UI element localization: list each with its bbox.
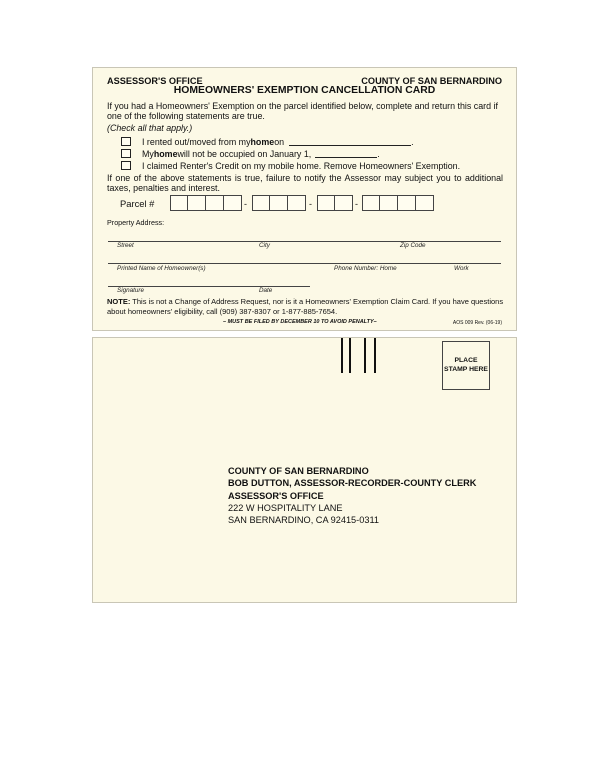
- address-line-2: BOB DUTTON, ASSESSOR-RECORDER-COUNTY CLERK: [228, 478, 477, 489]
- address-line-5: SAN BERNARDINO, CA 92415-0311: [228, 515, 379, 526]
- property-address-label: Property Address:: [107, 218, 165, 227]
- note-label: NOTE:: [107, 297, 131, 306]
- signature-caption: Signature: [117, 287, 144, 294]
- street-caption: Street: [117, 242, 134, 249]
- mailing-address: [228, 465, 476, 526]
- parcel-digit-box[interactable]: [206, 195, 224, 211]
- option-rented-pre: I rented out/moved from my: [142, 136, 251, 147]
- printed-name-caption: Printed Name of Homeowner(s): [117, 265, 206, 272]
- parcel-digit-box[interactable]: [188, 195, 206, 211]
- parcel-digit-box[interactable]: [335, 195, 353, 211]
- deadline-text: – MUST BE FILED BY DECEMBER 10 TO AVOID PENALTY–: [223, 319, 377, 325]
- fim-bar: [374, 338, 376, 373]
- checkbox-renters-credit[interactable]: [121, 161, 131, 170]
- cancellation-card: [92, 67, 517, 331]
- year-field[interactable]: [315, 148, 380, 159]
- parcel-segment-2[interactable]: [252, 195, 306, 211]
- date-caption: Date: [259, 287, 273, 294]
- parcel-digit-box[interactable]: [416, 195, 434, 211]
- option-occupied-post: will not be occupied on January 1,: [177, 148, 312, 159]
- phone-work-caption: Work: [454, 265, 469, 272]
- parcel-segment-3[interactable]: [317, 195, 353, 211]
- office-name: ASSESSOR'S OFFICE: [107, 76, 203, 86]
- parcel-digit-box[interactable]: [398, 195, 416, 211]
- checkbox-not-occupied[interactable]: [121, 149, 131, 158]
- parcel-digit-box[interactable]: [380, 195, 398, 211]
- parcel-digit-box[interactable]: [317, 195, 335, 211]
- return-mailer: [92, 337, 517, 603]
- parcel-dash: -: [244, 199, 247, 209]
- county-name: COUNTY OF SAN BERNARDINO: [361, 76, 502, 86]
- stamp-box: [442, 341, 490, 390]
- option-occupied-end: .: [377, 148, 380, 159]
- checkbox-rented-moved[interactable]: [121, 137, 131, 146]
- option-rented-post: on: [274, 136, 285, 147]
- card-title: HOMEOWNERS' EXEMPTION CANCELLATION CARD: [173, 85, 436, 96]
- check-all-note: (Check all that apply.): [107, 123, 193, 133]
- option-rented-moved: [121, 136, 414, 147]
- fim-bar: [349, 338, 351, 373]
- option-renters-text: I claimed Renter's Credit on my mobile home. Remove Homeowners' Exemption.: [142, 160, 461, 171]
- option-not-occupied: [121, 148, 380, 159]
- intro-text: If you had a Homeowners' Exemption on the parcel identified below, complete and return this card if one of the following statements are true.: [107, 101, 498, 121]
- parcel-digit-box[interactable]: [224, 195, 242, 211]
- phone-home-caption: Phone Number: Home: [334, 265, 397, 272]
- parcel-label: Parcel #: [120, 198, 155, 209]
- address-line-3: ASSESSOR'S OFFICE: [228, 490, 324, 501]
- address-line-1: COUNTY OF SAN BERNARDINO: [228, 466, 369, 476]
- fim-bar: [341, 338, 343, 373]
- zip-caption: Zip Code: [400, 242, 426, 249]
- option-rented-bold: home: [250, 136, 275, 147]
- address-line-4: 222 W HOSPITALITY LANE: [228, 502, 343, 513]
- form-number: AOS 009 Rev. (06-19): [452, 320, 502, 326]
- parcel-dash: -: [355, 199, 358, 209]
- parcel-segment-1[interactable]: [170, 195, 242, 211]
- option-occupied-bold: home: [153, 148, 178, 159]
- address-line[interactable]: [108, 241, 501, 242]
- option-renters-credit: [121, 160, 460, 171]
- parcel-digit-box[interactable]: [288, 195, 306, 211]
- parcel-digit-box[interactable]: [252, 195, 270, 211]
- note-body: This is not a Change of Address Request, nor is it a Homeowners' Exemption Claim Card. If you have questions about homeowners' eligibility, call (909) 387-8307 or 1-877-885-7654.: [107, 297, 504, 316]
- option-occupied-pre: My: [142, 148, 154, 159]
- parcel-digit-box[interactable]: [362, 195, 380, 211]
- note-text: [107, 297, 507, 316]
- city-caption: City: [259, 242, 270, 249]
- name-phone-line[interactable]: [108, 263, 501, 264]
- parcel-digit-box[interactable]: [270, 195, 288, 211]
- moved-date-field[interactable]: [289, 136, 414, 147]
- parcel-segment-4[interactable]: [362, 195, 434, 211]
- option-rented-end: .: [411, 136, 414, 147]
- warning-text: If one of the above statements is true, failure to notify the Assessor may subject you to additional taxes, penalties and interest.: [107, 173, 503, 193]
- stamp-label: PLACE STAMP HERE: [444, 356, 488, 373]
- parcel-dash: -: [309, 199, 312, 209]
- fim-bar: [364, 338, 366, 373]
- parcel-digit-box[interactable]: [170, 195, 188, 211]
